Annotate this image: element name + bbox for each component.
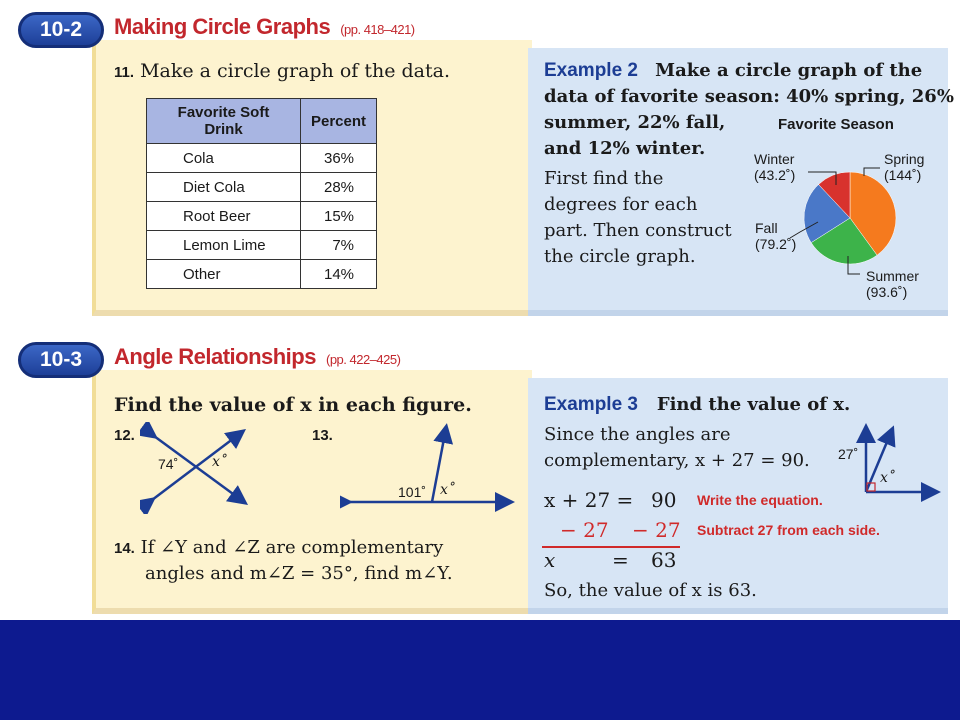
table-row — [147, 144, 377, 173]
example-line: Make a circle graph of the — [655, 60, 923, 81]
slice-degrees: (79.2˚) — [755, 236, 797, 252]
table-header-row — [147, 99, 377, 144]
example-heading: Example 3 — [544, 394, 638, 415]
pie-label-spring — [884, 151, 924, 183]
angle-label: 101˚ — [398, 484, 427, 500]
percent-cell: 14% — [301, 260, 377, 289]
angle-label: 27˚ — [838, 446, 859, 462]
section-title-text: Angle Relationships — [114, 344, 316, 369]
section-10-3 — [0, 330, 960, 620]
example-line: and 12% winter. — [544, 138, 706, 159]
section-title-text: Making Circle Graphs — [114, 14, 331, 39]
instruction: Find the value of x in each figure. — [114, 394, 472, 416]
example-step: First find the — [544, 168, 664, 189]
conclusion: So, the value of x is 63. — [544, 580, 757, 601]
example-step: degrees for each — [544, 194, 698, 215]
exercise-text: angles and m∠Z = 35°, find m∠Y. — [145, 563, 453, 584]
footer-bar — [0, 620, 960, 720]
section-title — [114, 14, 415, 40]
example-step: part. Then construct — [544, 220, 732, 241]
exercise-text: If ∠Y and ∠Z are complementary — [140, 537, 444, 558]
section-10-2 — [0, 0, 960, 325]
exercise-11-prompt — [114, 60, 450, 82]
example-prompt: Find the value of x. — [656, 394, 851, 415]
percent-cell: 28% — [301, 173, 377, 202]
slice-name: Spring — [884, 151, 925, 167]
exercise-number: 14. — [114, 540, 135, 557]
equation-equals: = — [612, 548, 629, 572]
variable-label: x˚ — [440, 482, 455, 498]
pie-label-fall — [755, 220, 796, 252]
section-pages: (pp. 418–421) — [340, 22, 415, 37]
table-row — [147, 173, 377, 202]
percent-cell: 7% — [301, 231, 377, 260]
complementary-angle-diagram — [850, 422, 946, 504]
example-line: complementary, x + 27 = 90. — [544, 450, 810, 471]
figure-number: 13. — [312, 427, 333, 444]
example-3-intro — [544, 392, 850, 418]
equation-right: 90 — [651, 488, 677, 512]
example-2-intro — [544, 58, 944, 84]
drink-cell: Root Beer — [147, 202, 301, 231]
example-step: the circle graph. — [544, 246, 696, 267]
slice-degrees: (43.2˚) — [754, 167, 796, 183]
step-note: Subtract 27 from each side. — [697, 522, 880, 538]
lesson-badge: 10-3 — [18, 342, 104, 378]
equation-left: x + 27 = — [544, 488, 634, 512]
angle-label: 74˚ — [158, 456, 179, 472]
exercise-number: 11. — [114, 64, 135, 81]
drink-cell: Other — [147, 260, 301, 289]
figure-13-diagram — [340, 422, 520, 514]
table-row — [147, 231, 377, 260]
slice-name: Summer — [866, 268, 919, 284]
example-line: data of favorite season: 40% spring, 26% — [544, 86, 954, 107]
section-title — [114, 344, 400, 370]
soft-drink-table — [146, 98, 377, 289]
equation-right: 63 — [651, 548, 677, 572]
table-header: Percent — [301, 99, 377, 144]
table-row — [147, 202, 377, 231]
equation-left: − 27 — [560, 518, 609, 542]
equation-left: x — [544, 548, 556, 572]
percent-cell: 36% — [301, 144, 377, 173]
exercise-text: Make a circle graph of the data. — [140, 60, 450, 82]
example-heading: Example 2 — [544, 60, 638, 81]
example-line: Since the angles are — [544, 424, 731, 445]
drink-cell: Diet Cola — [147, 173, 301, 202]
slice-name: Fall — [755, 220, 778, 236]
slice-degrees: (144˚) — [884, 167, 922, 183]
exercise-14 — [114, 537, 443, 558]
section-pages: (pp. 422–425) — [325, 352, 401, 367]
chart-title: Favorite Season — [778, 116, 894, 133]
drink-cell: Cola — [147, 144, 301, 173]
table-header: Favorite Soft Drink — [147, 99, 301, 144]
lesson-badge: 10-2 — [18, 12, 104, 48]
pie-label-winter — [754, 151, 795, 183]
equation-right: − 27 — [632, 518, 681, 542]
variable-label: x˚ — [212, 454, 227, 470]
variable-label: x˚ — [880, 470, 895, 486]
example-line: summer, 22% fall, — [544, 112, 726, 133]
drink-cell: Lemon Lime — [147, 231, 301, 260]
slice-name: Winter — [754, 151, 795, 167]
pie-label-summer — [866, 268, 919, 300]
percent-cell: 15% — [301, 202, 377, 231]
figure-number: 12. — [114, 427, 135, 444]
table-row — [147, 260, 377, 289]
step-note: Write the equation. — [697, 492, 823, 508]
slice-degrees: (93.6˚) — [866, 284, 908, 300]
